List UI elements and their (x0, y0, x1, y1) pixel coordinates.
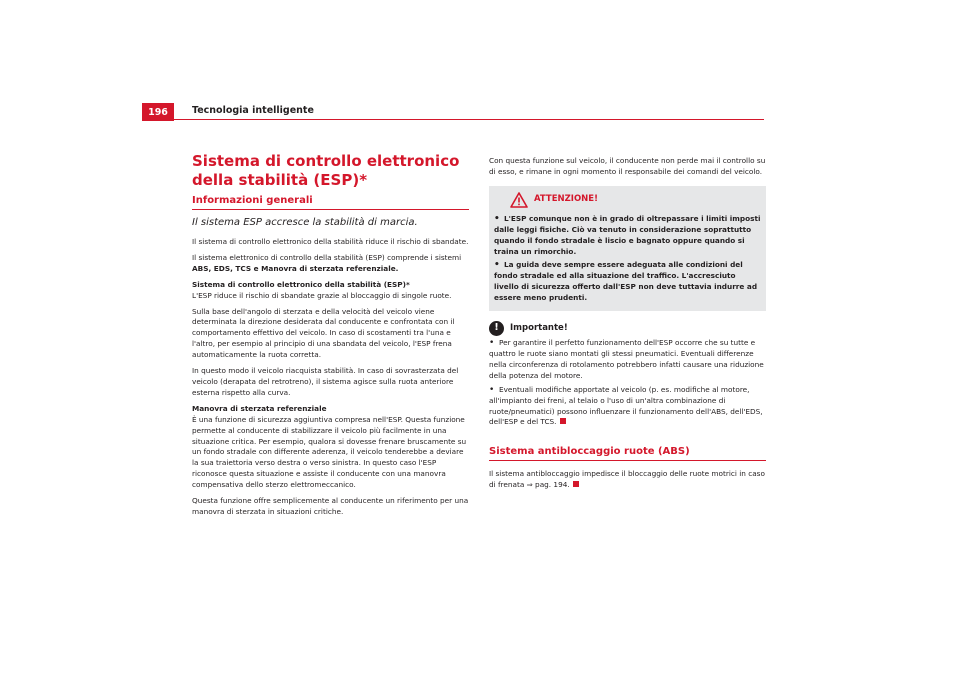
note-item (489, 338, 766, 382)
warning-triangle-icon (510, 192, 528, 208)
right-column (489, 156, 766, 496)
warning-item-text: L'ESP comunque non è in grado di oltrepassare i limiti imposti dalle leggi fisiche. Ciò va tenuto in considerazione soprattutto quando il fondo stradale è liscio e bagnato oppure quando si traina un rimorchio. (494, 213, 761, 256)
paragraph: Il sistema di controllo elettronico della stabilità riduce il rischio di sbandate. (192, 237, 469, 246)
warning-item-text: La guida deve sempre essere adeguata alle condizioni del fondo stradale ed alla situazione del traffico. L'accresciuto livello di sicurezza offerto dall'ESP non deve tuttavia indurre ad essere meno prudenti. (494, 260, 758, 303)
paragraph: Sulla base dell'angolo di sterzata e della velocità del veicolo viene determinata la direzione desiderata dal conducente e confrontata con il comportamento effettivo del veicolo. In caso di scostamenti tra l'una e l'altro, per esempio al principio di una sbandata del veicolo, l'ESP frena automaticamente la ruota corretta. (192, 306, 455, 360)
page-number: 196 (142, 103, 174, 121)
abs-text: Il sistema antibloccaggio impedisce il bloccaggio delle ruote motrici in caso di frenata ⇒ pag. 194. (489, 469, 765, 490)
subheading: Manovra di sterzata referenziale (192, 403, 327, 413)
bullet-icon: • (494, 213, 500, 224)
paragraph: È una funzione di sicurezza aggiuntiva compresa nell'ESP. Questa funzione permette al conducente di stabilizzare il veicolo più facilmente in una situazione critica. Per esempio, qualora si dovesse frenare bruscamente su un fondo stradale con differente aderenza, il veicolo tenderebbe a deviare la sua traiettoria verso destra o verso sinistra. In questo caso l'ESP riconosce questa situazione e assiste il conducente con una manovra compensativa dello sterzo elettromeccanico. (192, 414, 467, 490)
paragraph (489, 469, 766, 491)
warning-item (494, 260, 761, 304)
left-column (192, 152, 469, 523)
paragraph-bold: ABS, EDS, TCS e Manovra di sterzata referenziale. (192, 263, 399, 273)
paragraph: Con questa funzione sul veicolo, il conducente non perde mai il controllo su di esso, e rimane in ogni momento il responsabile dei comandi del veicolo. (489, 156, 766, 176)
warning-heading (494, 192, 761, 208)
paragraph: L'ESP riduce il rischio di sbandate grazie al bloccaggio di singole ruote. (192, 290, 452, 300)
subheading: Sistema di controllo elettronico della stabilità (ESP)* (192, 279, 410, 289)
note-title: Importante! (510, 323, 568, 334)
header-rule (174, 119, 764, 120)
note-item (489, 385, 766, 429)
warning-item (494, 214, 761, 258)
bullet-icon: • (489, 338, 495, 349)
bullet-icon: • (489, 384, 495, 395)
end-of-section-icon (560, 418, 566, 424)
paragraph-text: Il sistema elettronico di controllo della stabilità (ESP) comprende i sistemi (192, 252, 462, 262)
warning-title: ATTENZIONE! (534, 194, 598, 205)
subsection-title: Sistema antibloccaggio ruote (ABS) (489, 446, 766, 461)
note-item-text: Per garantire il perfetto funzionamento dell'ESP occorre che su tutte e quattro le ruote siano montati gli stessi pneumatici. Eventuali differenze nella circonferenza di rotolamento potrebbero infatti causare una riduzione della potenza del motore. (489, 338, 764, 380)
paragraph: Questa funzione offre semplicemente al conducente un riferimento per una manovra di sterzata in situazioni critiche. (192, 496, 469, 516)
note-heading (489, 321, 766, 336)
exclamation-circle-icon: ! (489, 321, 504, 336)
warning-box (489, 186, 766, 311)
paragraph: In questo modo il veicolo riacquista stabilità. In caso di sovrasterzata del veicolo (derapata del retrotreno), il sistema agisce sulla ruota anteriore esterna rispetto alla curva. (192, 366, 459, 397)
paragraph (192, 253, 469, 275)
lead-text: Il sistema ESP accresce la stabilità di marcia. (192, 217, 418, 228)
section-title: Sistema di controllo elettronico della stabilità (ESP)* (192, 152, 460, 189)
running-header: Tecnologia intelligente (192, 105, 314, 116)
bullet-icon: • (494, 260, 500, 271)
subsection-title: Informazioni generali (192, 195, 469, 210)
note-item-text: Eventuali modifiche apportate al veicolo (p. es. modifiche al motore, all'impianto dei freni, al telaio o l'uso di un'altra combinazione di ruote/pneumatici) possono influenzare il funzionamento dell'ABS, dell'EDS, dell'ESP e del TCS. (489, 384, 763, 427)
end-of-section-icon (573, 481, 579, 487)
